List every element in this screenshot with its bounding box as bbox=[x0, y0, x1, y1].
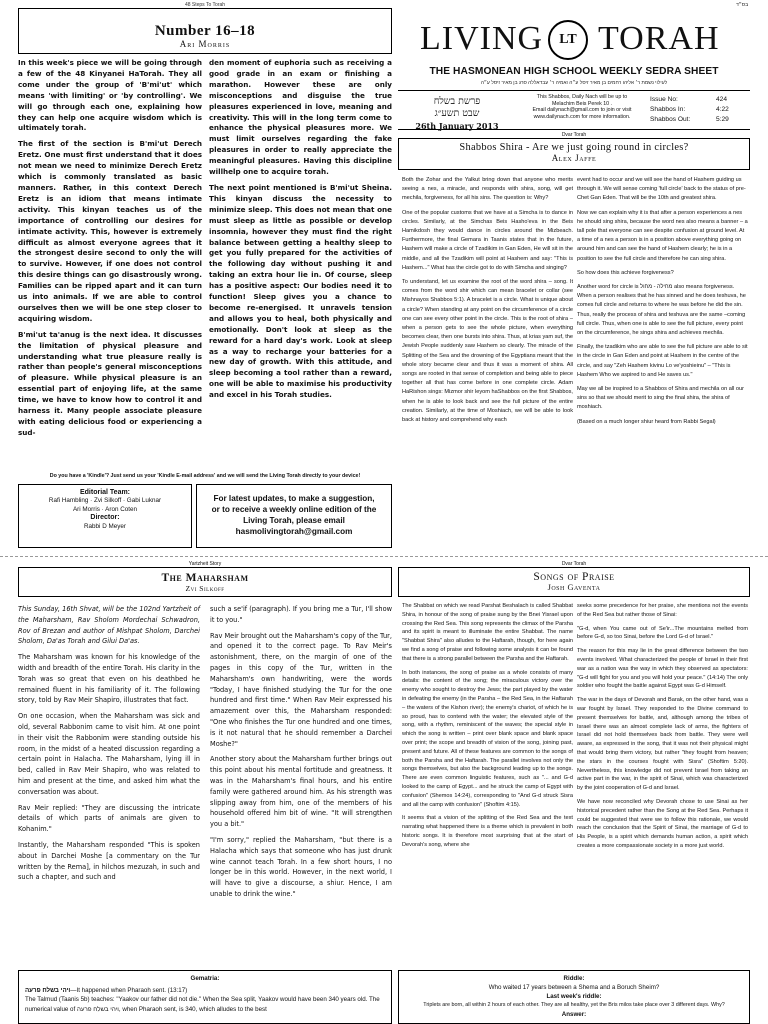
gematria-line bbox=[25, 986, 385, 996]
page-tag: בס״ד bbox=[736, 2, 749, 8]
kindle-note: Do you have a 'Kindle'? Just send us your 'Kindle E-mail address' and we will send the Living Torah directly to your device! bbox=[49, 473, 361, 479]
parsha-block bbox=[402, 96, 512, 132]
paragraph: The Maharsham was known for his knowledge of the width and breadth of the entire Torah. His clarity in the Torah was so great that even on his deathbed he remained fluent in his familiarity of it. The following story, told by Rav Meir Shapiro, illustrates that fact. bbox=[18, 653, 200, 705]
shabbos-in-value: 4:22 bbox=[716, 106, 729, 113]
paragraph: Rav Meir brought out the Maharsham's copy of the Tur, and opened it to the correct page. To Rav Meir's astonishment, there, on the margin of one of the pages in this copy of the Tur, written in the Maharsham's own handwriting, were the words "Today, I have finished studying the Tur for the one hundred and first time." When Rav Meir expressed his amazement over this, the Maharsham responded: "One who finishes the Tur one hundred and one times, is it not natural that he should remember a Darchei Moshe?" bbox=[210, 631, 392, 748]
article-title: Shabbos Shira - Are we just going round in circles? bbox=[459, 142, 689, 153]
paragraph: den moment of euphoria such as receiving a good grade in an exam or finishing a marathon. However these are only misconceptions and disguise the true pleasures experienced in love, meaning and creativity. This will in the long term come to enhance the physical pleasures more. We must limit ourselves regarding the fake pleasures in order to really appreciate the meaningful pleasures. Having this discipline willhelp one to acquire torah. bbox=[209, 58, 392, 177]
article-column bbox=[577, 602, 748, 856]
logo-word-left: LIVING bbox=[420, 20, 544, 57]
paragraph: In this week's piece we will be going through a few of the 48 Kinyanei HaTorah. They all come under the group of 'B'mi'ut' which means 'with limiting' or 'by controlling'. We will go through each one, explaining how they can help one acquire wisdom which is ultimately torah. bbox=[18, 58, 202, 133]
issue-value: 424 bbox=[716, 96, 728, 103]
date-english: 26th January 2013 bbox=[415, 121, 499, 131]
article-header bbox=[18, 567, 392, 597]
logo-mark-text: LT bbox=[559, 32, 577, 47]
article-author: Ari Morris bbox=[179, 39, 231, 49]
riddle-box bbox=[398, 970, 750, 1024]
article-kicker: Dvar Torah bbox=[561, 561, 587, 567]
paragraph: On one occasion, when the Maharsham was sick and old, several Rabbonim came to visit him. At one point in their visit the Rabbonim were standing outside his room, in the midst of a heated discussion regarding a certain point in Halacha. The Maharsham, lying ill in bed, called in Rav Meir Shapiro, who was related to him and present at the time, and asked him what the conversation was about. bbox=[18, 712, 200, 796]
editorial-line: Rafi Hambling · Zvi Silkoff · Gabi Luknar bbox=[48, 497, 162, 505]
paragraph: Another word for circle is מחילה - מחול also means forgiveness. When a person realises that he has sinned and he does teshuva, he comes full circle and returns to where he was before he did the sin. Thus, really the process of shira and teshuva are the same –coming full circle. Thus, when one is able to see the full picture, every point on the circumference, he sings shira and achieves mechila. bbox=[577, 284, 746, 337]
page-divider bbox=[0, 556, 768, 557]
paragraph: May we all be inspired to a Shabbos of Shira and mechila on all our sins so that we should merit to sing the final shira, the shira of moshiach. bbox=[577, 386, 744, 411]
parsha-hebrew: פרשת בשלח bbox=[433, 96, 481, 107]
article-header bbox=[398, 567, 750, 597]
article-kicker: 48 Steps To Torah bbox=[184, 2, 226, 8]
paragraph: "G-d, when You came out of Se'ir...The mountains melted from before G-d, so too Sinai, before the Lord G-d of Israel." bbox=[577, 625, 748, 641]
suggestion-line: Living Torah, please email bbox=[243, 516, 345, 525]
editorial-heading: Editorial Team: bbox=[79, 489, 131, 496]
paragraph: In both instances, the song of praise as a whole consists of many details: the content of the song; the miraculous victory over the enemy who sought to destroy the Jews; the part played by the water in defeating the enemy (in the Parsha – the Red Sea, in the Haftarah – the waters of the Kishon river); the enemy's chariot, of which he is so proud, has to contend with the water; the elevated style of the song, with a rhythm, reminiscent of the waves; the special style in which the song is written – print over blank space and blank space over print; the scope and breadth of vision of the song, joining past, present and future. All of these features are common to the songs of both the Parsha and the Haftarah. The parallel involves not only the songs themselves, but also the background leading up to the songs. There are even common linguistic features, such as "... and G-d looked to the camp of Egypt... and he struck the camp of Egypt with confusion" (Shemos 14:24), corresponding to "And G-d struck Sisra and all the camp with confusion" (Shoftim 4:15). bbox=[402, 669, 573, 808]
paragraph: It seems that a vision of the splitting of the Red Sea and the text narrating what happened there is a theme which is prevalent in both historic songs. It is therefore most surprising that at the start of Devorah's song, where she bbox=[402, 815, 573, 848]
dedication-line: לעילוי נשמת ר׳ אליהו רחמים בן מאיר זיסל ע״ה ואמיה ר׳ עבדאללה סרג בן מאיר זיסל ע״ה bbox=[480, 80, 668, 86]
article-author: Josh Gaventa bbox=[547, 583, 601, 592]
director-heading: Director: bbox=[90, 514, 120, 522]
paragraph: Finally, the tzadikim who are able to see the full picture are able to sit in the circle in Gan Eden and point at Hashem in the centre of the circle, and say "Zeh Hashem kivinu Lo ve'yoshieinu" – "This is Hashem Who we aspired to and He saves us." bbox=[577, 344, 748, 378]
info-line[interactable]: www.dailynach.com for more information. bbox=[533, 113, 631, 120]
paragraph: (Based on a much longer shiur heard from Rabbi Segal) bbox=[577, 418, 716, 425]
article-author: Alex Jaffe bbox=[551, 153, 597, 163]
paragraph: This Sunday, 16th Shvat, will be the 102nd Yartzheit of the Maharsham, Rav Sholom Mordechai Schwadron, Rov of Brezan and author of Mishpat Sholom, Darchei Sholom, Da'as Torah and Gilui Da'as. bbox=[18, 605, 200, 646]
paragraph: We have now reconciled why Devorah chose to use Sinai as her historical precedent rather than the Song at the Red Sea. Perhaps it could be suggested that were we to follow this rationale, we would reach the conclusion that the Spirit of Sinai, the marriage of G-d to His People, is a spirit which demands human action, a spirit which creates a more compassionate society in a more just world. bbox=[577, 798, 748, 849]
article-column bbox=[209, 58, 392, 406]
last-riddle-title: Last week's riddle: bbox=[546, 993, 602, 1000]
paragraph: To understand, let us examine the root of the word shira – song. It comes from the word shir which can mean bracelet or collar (see Mishnayos Shabbos 5:1). A bracelet is a circle. What is unique about a circle? When standing at any point on the circumference of a circle one can see every other point in the circle. This is the root of shira – when a person gets to see the whole picture, when everything becomes clear, then one bursts into shira. Thus, at krias yam suf, the Jewish People suddenly saw Hashem so clearly. The miracle of the Splitting of the Sea and the drowning of the Egyptians meant that the whole story became clear and thus it was a moment of shira. All songs are rooted in that sense of completion and being able to piece together all that has come before in one complete circle. Adam HaRishon sings: Mizmor shir leyom haShabbos on the first Shabbos, when he is able to look back and see the full picture of the entire creation. Similarly, at the time of Moshiach, we will be able to look back at history and comprehend why each bbox=[402, 279, 573, 424]
issue-label: Issue No: bbox=[650, 96, 678, 103]
daily-nach-info bbox=[516, 94, 648, 120]
date-hebrew: שבט תשע״ג bbox=[434, 108, 480, 119]
article-column bbox=[18, 58, 202, 444]
paragraph: "I'm sorry," replied the Maharsham, "but there is a Halacha which says that someone who has just drunk wine cannot teach Torah. In a few short hours, I no longer be in this world. However, in the next world, I will have to give a discourse, a shiur. Hence, I am unable to drink the wine." bbox=[210, 835, 392, 898]
gematria-box bbox=[18, 970, 392, 1024]
suggestion-email[interactable]: hasmolivingtorah@gmail.com bbox=[235, 527, 353, 536]
paragraph: Instantly, the Maharsham responded "This is spoken about in Darchei Moshe [a commentary on the Tur written by the Rema], in hilchos mezuzah, in such and such a chapter, and such and bbox=[18, 840, 200, 882]
last-riddle-text: Triplets are born, all within 2 hours of each other. They are all healthy, yet the Bris milos take place over 3 different days. Why? bbox=[423, 1002, 725, 1008]
gematria-text: —It happened when Pharaoh sent. (13:17) bbox=[70, 986, 188, 994]
info-line: This Shabbos, Daily Nach will be up to bbox=[536, 94, 628, 100]
info-line: Melachim Beis Perek 10 . bbox=[551, 100, 613, 107]
shabbos-out-label: Shabbos Out: bbox=[650, 116, 691, 123]
paragraph: B'mi'ut ta'anug is the next idea. It discusses the limitation of physical pleasure and understanding what true pleasure really is rather than people's general misconceptions of pleasure. While physical pleasure is an essential part of enjoying life, at the same time, we have to know how to control it and harness it. Many people associate pleasure with eating delicious food or experiencing a sud- bbox=[18, 329, 202, 437]
article-title: The Maharsham bbox=[161, 572, 249, 584]
suggestion-line: or to receive a weekly online edition of the bbox=[211, 505, 377, 514]
riddle-question: Who waited 17 years between a Shema and a Boruch Sheim? bbox=[488, 984, 660, 991]
article-column bbox=[18, 604, 200, 888]
logo-mark bbox=[548, 20, 588, 60]
living-torah-logo bbox=[398, 14, 750, 64]
gematria-title: Gematria: bbox=[190, 975, 220, 982]
sheet-title: THE HASMONEAN HIGH SCHOOL WEEKLY SEDRA SHEET bbox=[429, 66, 719, 77]
article-kicker: Dvar Torah bbox=[561, 132, 587, 138]
paragraph: such a se'if (paragraph). If you bring me a Tur, I'll show it to you." bbox=[210, 605, 392, 624]
paragraph: Another story about the Maharsham further brings out this point about his mental fortitude and greatness. It was in the Maharsham's final hours, and his entire family were gathered around him. As his strength was slipping away from him, one of the members of his household offered him bit of wine. "It will strengthen you a bit." bbox=[210, 755, 392, 829]
article-column bbox=[210, 604, 392, 905]
paragraph: Now we can explain why it is that after a person experiences a nes he should sing shira, because the word nes also means a banner – a tall pole that everyone can see despite confusion at ground level. At a time of a nes a person is in a position above everything going on around him and can see the hand of Hashem clearly; he is in a position to see the full circle and therefore he can sing shira. bbox=[577, 209, 748, 262]
article-header bbox=[18, 8, 392, 54]
paragraph: The next point mentioned is B'mi'ut Sheina. This kinyan discuss the necessity to minimize sleep. This does not mean that one must sleep as little as possible or develop insomnia, however they must find the right balance between getting a healthy sleep to get you fully prepared for the activities of the following day without pushing it and taking an extra hour lie in. Of course, sleep has a positive aspect: Our bodies need it to function! Sleep gives you a chance to become re-energised. It unravels tension and allows you to heal, both physically and emotionally. Don't look at sleep as the reward for a hard day's work. Look at sleep as a way to recharge your batteries for a new day of growth. With this attitude, and sleep becoming a tool rather than a reward, one will be able to maximise his productivity and excel in his Torah studies. bbox=[209, 182, 392, 400]
answer-title: Answer: bbox=[561, 1011, 587, 1018]
director-name: Rabbi D Meyer bbox=[84, 522, 126, 530]
article-author: Zvi Silkoff bbox=[185, 584, 225, 593]
logo-word-right: TORAH bbox=[598, 20, 720, 57]
suggestion-box bbox=[196, 484, 392, 548]
paragraph: The reason for this may lie in the great difference between the two events involved. What characterized the people of Israel in their first war as a nation was the way in which they observed as spectators: "G-d will fight for you and you will hold your peace." (14:14) The only soldier who fought the battle against Egypt was G-d Himself. bbox=[577, 648, 748, 690]
article-column bbox=[577, 176, 748, 432]
paragraph: One of the popular customs that we have at a Simcha is to dance in circles. Similarly, at the Simchas Beis Hasho'eva in the Beis Hamikdosh they would dance in circles around the Mizbeach. Furthermore, the final Gemara in Taanis states that in the future, Hashem will make a circle of Tzadikim in Gan Eden, He will sit in the middle, and all the Tzadikim will point at Hashem and say: "This is Hashem..." What has the circle got to do with Simcha and singing? bbox=[402, 209, 573, 271]
paragraph: The Shabbat on which we read Parshat Beshalach is called Shabbat Shira, in honour of the song of praise sung by the Bnei Yisrael upon crossing the Red Sea. This song represents the climax of the Parsha and its spirit is meant to illuminate the entire Shabbat. The name "Shabbat Shira" also alludes to the Haftarah, though, for here again we find a song of praise and following some analysis it can be found that there is a strong parallel between the Parsha and the Haftarah. bbox=[402, 603, 573, 662]
article-column bbox=[402, 176, 573, 430]
paragraph: The war in the days of Devorah and Barak, on the other hand, was a war fought by Israel. They responded to the Divine command to present themselves for battle, and, although among the tribes of Israel there was an almost complete lack of arms, the fighters of Israel did not hold themselves back from battle. They were well aware, as expressed in the song, that it was not their physical might that would bring them victory, but rather "they fought from heaven; the stars in the courses fought with Sisra" (Shoftim 5:20). Nevertheless, this knowledge did not prevent Israel from taking an active part in the war, in the spirit of Sinai, which was characterized by the joint cooperation of G-d and Israel. bbox=[577, 697, 748, 792]
article-title: Number 16–18 bbox=[154, 23, 256, 39]
info-line[interactable]: Email dailynach@gmail.com to join or visit bbox=[532, 107, 632, 113]
article-kicker: Yartzheit Story bbox=[188, 561, 222, 567]
paragraph: The first of the section is B'mi'ut Derech Eretz. One must first understand that it does not mean we need to minimize Derech Eretz which is commonly translated as basic manners. Rather, in this context Derech Eretz is an idiom that means intimate activity. This kinyan teaches us of the importance of controlling our desires for intimate activity. This, however is extremely difficult as almost everyone agrees that it the strongest desire second to only the will to survive. However, if one does not control this desire things can go disastrously wrong. Families can be ripped apart and it can turn us into animals. If we are able to control ourselves then we will be one step closer to acquiring wisdom. bbox=[18, 139, 202, 323]
article-title: Songs of Praise bbox=[533, 571, 615, 583]
editorial-line: Ari Morris · Aron Coten bbox=[72, 505, 138, 513]
article-column bbox=[402, 602, 573, 855]
suggestion-line: For latest updates, to make a suggestion, bbox=[213, 494, 375, 503]
shabbos-in-label: Shabbos In: bbox=[650, 106, 686, 113]
article-header bbox=[398, 138, 750, 170]
gematria-text: The Talmud (Taanis 5b) teaches: "Yaakov our father did not die." When the Sea split, Yaakov would have been 340 years old. The numerical value of ויהי בשלח פרעה, when Pharaoh sent, is 340, which alludes to the best bbox=[25, 996, 380, 1013]
paragraph: Both the Zohar and the Yalkut bring down that anyone who merits seeing a nes, a miracle, and responds with shira, song, will get mechila, forgiveness, for all his sins. The question is: Why? bbox=[402, 177, 573, 202]
riddle-title: Riddle: bbox=[563, 975, 585, 982]
gematria-hebrew: ויהי בשלח פרעה bbox=[25, 986, 71, 994]
shabbos-out-value: 5:29 bbox=[716, 116, 729, 123]
paragraph: event had to occur and we will see the hand of Hashem guiding us through it. We will sense coming 'full circle' back to the status of pre-Chet Gan Eden. That will be the 10th and greatest shira. bbox=[577, 177, 746, 202]
editorial-team-box bbox=[18, 484, 192, 548]
paragraph: seeks some precedence for her praise, she mentions not the events of the Red Sea but rather those of Sinai: bbox=[577, 603, 748, 618]
paragraph: Rav Meir replied: "They are discussing the intricate details of which parts of animals are given to Kohanim." bbox=[18, 803, 200, 834]
paragraph: So how does this achieve forgiveness? bbox=[577, 269, 674, 276]
issue-times bbox=[650, 95, 750, 125]
